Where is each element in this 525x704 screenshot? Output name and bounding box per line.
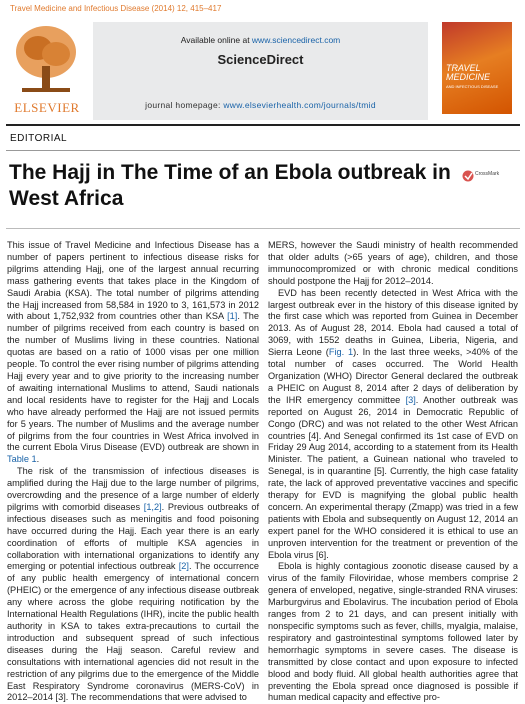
- cover-subtitle: AND INFECTIOUS DISEASE: [446, 84, 499, 89]
- available-online-line: [93, 35, 428, 45]
- citation-link[interactable]: [3]: [405, 394, 416, 405]
- section-divider: [6, 150, 520, 151]
- journal-citation-link[interactable]: Travel Medicine and Infectious Disease (2014) 12, 415–417: [10, 4, 222, 13]
- section-label: EDITORIAL: [10, 133, 68, 144]
- figure-link[interactable]: Fig. 1: [328, 347, 354, 358]
- cover-title: TRAVEL MEDICINE: [446, 63, 491, 82]
- elsevier-tree-logo: [8, 22, 84, 112]
- citation-link[interactable]: [1]: [227, 311, 238, 322]
- available-prefix: Available online at: [180, 35, 252, 45]
- header-divider: [6, 124, 520, 126]
- paragraph-2: The risk of the transmission of infectious diseases is amplified during the Hajj due to the large number of pilgrims, overcrowding and the presence of a large number of elderly pilgrims with comorbid diseases [1,2]. Previous outbreaks of infectious diseases such as meningitis and food poisoning have occurred during the Hajj. Each year there is an early coordination of efforts of multiple KSA agencies in collaboration with international organizations to identify any emerging or potential infectious outbreak [2]. The occurrence of any public health emergency of international concern (PHEIC) or the emergence of any infectious disease outbreak any where across the globe requiring notification by the International Health Regulations (IHR), incite the public health authority in KSA to takes extra-precautions to curtail the introduction and subsequent spread of such infectious diseases during the Hajj season. Careful review and consultations with international agencies did not result in the restriction of any pilgrims due to the emergence of the Middle East Respiratory Syndrome coronavirus (MERS-CoV) in 2012–2014 [3]. The recommendations that were advised to: [7, 466, 260, 703]
- paragraph-4: EVD has been recently detected in West Africa with the largest outbreak ever in the history of this disease ignited by the first case which was reported from Guinea in December 2013. As of August 28, 2014. Ebola had caused a total of 3069, with 1552 deaths in Guinea, Liberia, Nigeria, and Sierra Leone (Fig. 1). In the last three weeks, >40% of the total number of cases occurred. The World Health Organization (WHO) Director General declared the outbreak a PHEIC on August 8, 2014 after 2 days of deliberation by the IHR emergency committee [3]. Another outbreak was reported on August 26, 2014 in Democratic Republic of Congo (DRC) and was not related to the other West African countries [4]. And Senegal confirmed its 1st case of EVD on Friday 29 Aug 2014, according to a statement from its Health Minister. The patient, a Guinean national who traveled to Senegal, is in quarantine [5]. Currently, the high case fatality rate, the lack of approved preventative vaccines and specific therapy for EVD is magnifying the global public health concern. An experimental therapy (Zmapp) was tried in a few patients with Ebola and subsequently on August 12, 2014 an expert panel for the WHO considered it is ethical to use an unproven intervention for the treatment or prevention of the Ebola virus [6].: [268, 287, 518, 560]
- table-link[interactable]: Table 1: [7, 454, 37, 465]
- citation-link[interactable]: [2]: [178, 561, 189, 572]
- body-right-column: [268, 240, 518, 704]
- homepage-prefix: journal homepage:: [145, 100, 224, 110]
- paragraph-3: MERS, however the Saudi ministry of health recommended that older adults (>65 years of age), children, and those immunocompromized or with chronic medical conditions should postpone the Hajj for 2012–2014.: [268, 240, 518, 286]
- body-left-column: [7, 240, 259, 704]
- citation-link[interactable]: [1,2]: [143, 501, 162, 512]
- crossmark-label: CrossMark: [475, 171, 500, 177]
- sciencedirect-link[interactable]: www.sciencedirect.com: [251, 35, 341, 45]
- journal-citation[interactable]: [10, 4, 221, 13]
- paragraph-5: Ebola is highly contagious zoonotic disease caused by a virus of the family Filoviridae, whose members comprise 2 genera of enveloped, negative, single-stranded RNA viruses: Marburgvirus and Ebolavirus. The incubation period of Ebola ranges from 2 to 21 days, and can present initially with nonspecific symptoms such as fever, chills, myalgia, malaise, respiratory and gastrointestinal symptoms followed later by hemorrhagic symptoms in severe cases. The disease is transmitted by close contact and upon exposure to infected blood and body fluid. All global health authorities agree that preventing the Ebola spread once diagnosed is possible if human medical capacity and effective pro-: [268, 561, 518, 703]
- sciencedirect-logo: ScienceDirect: [217, 52, 304, 67]
- publisher-wordmark: ELSEVIER: [14, 100, 80, 115]
- body-divider: [6, 228, 520, 229]
- journal-homepage-link[interactable]: www.elsevierhealth.com/journals/tmid: [223, 100, 376, 110]
- journal-homepage-line: [93, 100, 428, 110]
- paragraph-1: This issue of Travel Medicine and Infectious Disease has a number of papers pertinent to infectious disease risks for pilgrims attending Hajj, one of the largest annual recurring mass gathering events that takes place in the Kingdom of Saudi Arabia (KSA). The total number of pilgrims attending the Hajj increased from 58,584 in 1920 to 3, 161,573 in 2012 with about 1,752,932 from countries other than KSA [1]. The number of pilgrims received from each country is based on the number of Muslims living in these countries. National quotas are based on a ratio of 1000 visas per one million people. To control the ever rising number of pilgrims attending Hajj every year and to give priority to the increasing number of awaiting international Muslims to attend, Saudi nationals and local residents have to register for the Hajj and Locals who have already performed the Hajj are not issued permits for 5 years. The number of Muslims and the average number of pilgrims from the four countries in West Africa involved in the current Ebola Virus Disease (EVD) outbreak are shown in Table 1.: [7, 240, 259, 465]
- article-title: The Hajj in The Time of an Ebola outbreak in West Africa: [9, 161, 451, 210]
